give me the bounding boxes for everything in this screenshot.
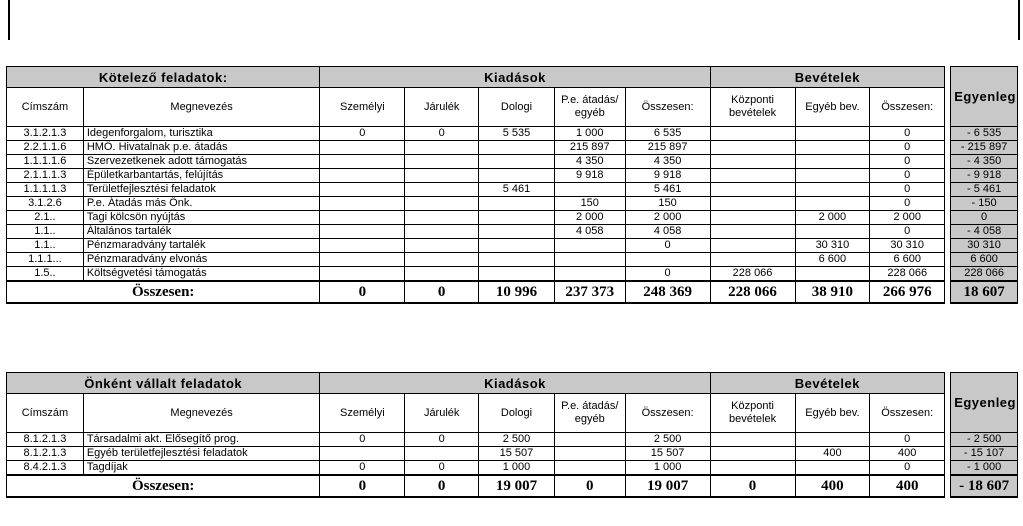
cell-kozponti xyxy=(710,141,795,155)
cell-jarulek: 0 xyxy=(405,433,479,447)
cell-egyeb xyxy=(795,183,870,197)
cell-egyeb: 400 xyxy=(795,447,870,461)
cell-cimszam: 1.1.1... xyxy=(7,253,84,267)
total-bev-osszesen: 400 xyxy=(870,475,945,497)
cell-egyeb xyxy=(795,225,870,239)
cell-pe: 1 000 xyxy=(554,127,625,141)
header-kozponti: Központi bevételek xyxy=(710,88,795,127)
total-egyenleg: - 18 607 xyxy=(951,475,1018,497)
cell-cimszam: 1.1.. xyxy=(7,225,84,239)
total-egyeb: 38 910 xyxy=(795,281,870,303)
table-body xyxy=(7,433,1018,476)
cell-pe: 150 xyxy=(554,197,625,211)
cell-megnevezes: Idegenforgalom, turisztika xyxy=(83,127,320,141)
cell-dologi xyxy=(479,169,555,183)
table-row xyxy=(7,225,1018,239)
total-kozponti: 0 xyxy=(710,475,795,497)
total-jarulek: 0 xyxy=(405,475,479,497)
cell-cimszam: 1.1.. xyxy=(7,239,84,253)
header-kozponti: Központi bevételek xyxy=(710,394,795,433)
total-jarulek: 0 xyxy=(405,281,479,303)
cell-egyenleg: - 5 461 xyxy=(951,183,1018,197)
cell-osszesen: 215 897 xyxy=(625,141,710,155)
cell-egyenleg: - 4 058 xyxy=(951,225,1018,239)
cell-dologi xyxy=(479,239,555,253)
cell-osszesen xyxy=(625,253,710,267)
table-row xyxy=(7,461,1018,476)
cell-egyeb xyxy=(795,197,870,211)
cell-cimszam: 3.1.2.1.3 xyxy=(7,127,84,141)
cell-kozponti xyxy=(710,211,795,225)
cell-cimszam: 2.1.. xyxy=(7,211,84,225)
cell-jarulek: 0 xyxy=(405,461,479,476)
cell-pe xyxy=(554,239,625,253)
cell-dologi: 5 461 xyxy=(479,183,555,197)
cell-megnevezes: Pénzmaradvány tartalék xyxy=(83,239,320,253)
cell-szemelyi xyxy=(320,253,405,267)
cell-dologi xyxy=(479,267,555,282)
total-osszesen: 19 007 xyxy=(625,475,710,497)
cell-cimszam: 2.1.1.1.3 xyxy=(7,169,84,183)
cell-bev-osszesen: 30 310 xyxy=(870,239,945,253)
cell-pe: 4 350 xyxy=(554,155,625,169)
cell-jarulek xyxy=(405,141,479,155)
table-row xyxy=(7,155,1018,169)
cell-megnevezes: Egyéb területfejlesztési feladatok xyxy=(83,447,320,461)
header-pe: P.e. átadás/ egyéb xyxy=(554,394,625,433)
header-egyenleg: Egyenleg xyxy=(951,67,1018,127)
cell-szemelyi: 0 xyxy=(320,461,405,476)
cell-megnevezes: Szervezetkenek adott támogatás xyxy=(83,155,320,169)
cell-kozponti xyxy=(710,197,795,211)
cell-kozponti xyxy=(710,183,795,197)
cell-megnevezes: Pénzmaradvány elvonás xyxy=(83,253,320,267)
cell-bev-osszesen: 6 600 xyxy=(870,253,945,267)
cell-egyeb xyxy=(795,155,870,169)
total-label: Összesen: xyxy=(7,475,320,497)
cell-cimszam: 8.4.2.1.3 xyxy=(7,461,84,476)
cell-kozponti xyxy=(710,447,795,461)
total-bev-osszesen: 266 976 xyxy=(870,281,945,303)
table-row xyxy=(7,253,1018,267)
cell-pe: 9 918 xyxy=(554,169,625,183)
top-right-vertical-line xyxy=(1018,0,1020,40)
cell-jarulek xyxy=(405,169,479,183)
header-jarulek: Járulék xyxy=(405,88,479,127)
cell-bev-osszesen: 0 xyxy=(870,127,945,141)
cell-bev-osszesen: 0 xyxy=(870,433,945,447)
cell-egyenleg: 30 310 xyxy=(951,239,1018,253)
cell-szemelyi xyxy=(320,169,405,183)
cell-egyenleg: - 9 918 xyxy=(951,169,1018,183)
table-row xyxy=(7,267,1018,282)
cell-jarulek xyxy=(405,267,479,282)
cell-pe: 215 897 xyxy=(554,141,625,155)
cell-bev-osszesen: 400 xyxy=(870,447,945,461)
total-pe: 237 373 xyxy=(554,281,625,303)
cell-osszesen: 0 xyxy=(625,267,710,282)
section-title: Önként vállalt feladatok xyxy=(7,373,320,394)
cell-bev-osszesen: 0 xyxy=(870,141,945,155)
header-egyeb: Egyéb bev. xyxy=(795,88,870,127)
group-bevetelek: Bevételek xyxy=(710,67,945,88)
table-body xyxy=(7,127,1018,282)
cell-osszesen: 6 535 xyxy=(625,127,710,141)
cell-egyenleg: - 150 xyxy=(951,197,1018,211)
cell-cimszam: 1.5.. xyxy=(7,267,84,282)
cell-egyeb: 6 600 xyxy=(795,253,870,267)
total-label: Összesen: xyxy=(7,281,320,303)
cell-egyeb xyxy=(795,267,870,282)
cell-osszesen: 15 507 xyxy=(625,447,710,461)
header-cimszam: Címszám xyxy=(7,394,84,433)
cell-egyenleg: - 1 000 xyxy=(951,461,1018,476)
cell-dologi xyxy=(479,141,555,155)
table-row xyxy=(7,141,1018,155)
header-osszesen: Összesen: xyxy=(625,394,710,433)
cell-kozponti xyxy=(710,225,795,239)
cell-szemelyi xyxy=(320,183,405,197)
cell-kozponti xyxy=(710,169,795,183)
cell-egyeb: 30 310 xyxy=(795,239,870,253)
total-szemelyi: 0 xyxy=(320,281,405,303)
cell-egyenleg: 0 xyxy=(951,211,1018,225)
cell-cimszam: 1.1.1.1.6 xyxy=(7,155,84,169)
header-bev-osszesen: Összesen: xyxy=(870,394,945,433)
cell-bev-osszesen: 0 xyxy=(870,461,945,476)
total-dologi: 19 007 xyxy=(479,475,555,497)
table-row xyxy=(7,211,1018,225)
cell-dologi: 2 500 xyxy=(479,433,555,447)
cell-szemelyi xyxy=(320,267,405,282)
cell-egyeb xyxy=(795,461,870,476)
table-row xyxy=(7,169,1018,183)
cell-cimszam: 8.1.2.1.3 xyxy=(7,447,84,461)
header-egyeb: Egyéb bev. xyxy=(795,394,870,433)
mandatory-tasks-table xyxy=(6,66,1018,304)
cell-bev-osszesen: 0 xyxy=(870,169,945,183)
cell-kozponti xyxy=(710,239,795,253)
cell-szemelyi: 0 xyxy=(320,127,405,141)
group-header-row xyxy=(7,373,1018,394)
group-kiadasok: Kiadások xyxy=(320,67,710,88)
cell-megnevezes: HMÖ. Hivatalnak p.e. átadás xyxy=(83,141,320,155)
table-row xyxy=(7,183,1018,197)
cell-kozponti xyxy=(710,127,795,141)
cell-cimszam: 8.1.2.1.3 xyxy=(7,433,84,447)
voluntary-tasks-table xyxy=(6,372,1018,498)
cell-szemelyi xyxy=(320,155,405,169)
cell-kozponti xyxy=(710,253,795,267)
cell-bev-osszesen: 0 xyxy=(870,225,945,239)
cell-egyenleg: 228 066 xyxy=(951,267,1018,282)
table-row xyxy=(7,127,1018,141)
cell-cimszam: 1.1.1.1.3 xyxy=(7,183,84,197)
total-kozponti: 228 066 xyxy=(710,281,795,303)
total-egyeb: 400 xyxy=(795,475,870,497)
cell-dologi: 5 535 xyxy=(479,127,555,141)
total-dologi: 10 996 xyxy=(479,281,555,303)
cell-jarulek xyxy=(405,211,479,225)
total-osszesen: 248 369 xyxy=(625,281,710,303)
cell-jarulek xyxy=(405,239,479,253)
cell-szemelyi xyxy=(320,197,405,211)
cell-osszesen: 4 350 xyxy=(625,155,710,169)
cell-szemelyi xyxy=(320,239,405,253)
cell-osszesen: 1 000 xyxy=(625,461,710,476)
cell-jarulek xyxy=(405,225,479,239)
cell-egyeb xyxy=(795,433,870,447)
cell-egyeb: 2 000 xyxy=(795,211,870,225)
cell-egyenleg: - 215 897 xyxy=(951,141,1018,155)
table-row xyxy=(7,239,1018,253)
cell-kozponti: 228 066 xyxy=(710,267,795,282)
cell-pe xyxy=(554,433,625,447)
header-szemelyi: Személyi xyxy=(320,394,405,433)
cell-szemelyi: 0 xyxy=(320,433,405,447)
cell-osszesen: 0 xyxy=(625,239,710,253)
cell-egyeb xyxy=(795,169,870,183)
cell-bev-osszesen: 2 000 xyxy=(870,211,945,225)
cell-cimszam: 2.2.1.1.6 xyxy=(7,141,84,155)
cell-cimszam: 3.1.2.6 xyxy=(7,197,84,211)
cell-dologi xyxy=(479,197,555,211)
cell-pe xyxy=(554,447,625,461)
cell-dologi xyxy=(479,253,555,267)
cell-bev-osszesen: 0 xyxy=(870,155,945,169)
column-header-row xyxy=(7,394,1018,433)
cell-egyenleg: - 4 350 xyxy=(951,155,1018,169)
cell-egyenleg: - 6 535 xyxy=(951,127,1018,141)
cell-jarulek xyxy=(405,253,479,267)
header-egyenleg: Egyenleg xyxy=(951,373,1018,433)
column-header-row xyxy=(7,88,1018,127)
cell-megnevezes: Általános tartalék xyxy=(83,225,320,239)
group-bevetelek: Bevételek xyxy=(710,373,945,394)
cell-dologi xyxy=(479,225,555,239)
cell-egyenleg: - 15 107 xyxy=(951,447,1018,461)
cell-dologi: 1 000 xyxy=(479,461,555,476)
table-row xyxy=(7,433,1018,447)
cell-kozponti xyxy=(710,461,795,476)
cell-osszesen: 5 461 xyxy=(625,183,710,197)
cell-jarulek xyxy=(405,183,479,197)
cell-jarulek xyxy=(405,155,479,169)
group-header-row xyxy=(7,67,1018,88)
cell-bev-osszesen: 228 066 xyxy=(870,267,945,282)
header-dologi: Dologi xyxy=(479,88,555,127)
section-title: Kötelező feladatok: xyxy=(7,67,320,88)
header-bev-osszesen: Összesen: xyxy=(870,88,945,127)
cell-megnevezes: Költségvetési támogatás xyxy=(83,267,320,282)
total-szemelyi: 0 xyxy=(320,475,405,497)
cell-dologi: 15 507 xyxy=(479,447,555,461)
total-row xyxy=(7,475,1018,497)
cell-egyenleg: 6 600 xyxy=(951,253,1018,267)
cell-jarulek: 0 xyxy=(405,127,479,141)
cell-szemelyi xyxy=(320,225,405,239)
cell-egyenleg: - 2 500 xyxy=(951,433,1018,447)
header-cimszam: Címszám xyxy=(7,88,84,127)
header-szemelyi: Személyi xyxy=(320,88,405,127)
cell-megnevezes: Tagi kölcsön nyújtás xyxy=(83,211,320,225)
cell-bev-osszesen: 0 xyxy=(870,183,945,197)
cell-szemelyi xyxy=(320,141,405,155)
cell-osszesen: 4 058 xyxy=(625,225,710,239)
header-dologi: Dologi xyxy=(479,394,555,433)
cell-bev-osszesen: 0 xyxy=(870,197,945,211)
cell-osszesen: 9 918 xyxy=(625,169,710,183)
group-kiadasok: Kiadások xyxy=(320,373,710,394)
header-megnevezes: Megnevezés xyxy=(83,88,320,127)
header-megnevezes: Megnevezés xyxy=(83,394,320,433)
cell-egyeb xyxy=(795,141,870,155)
cell-pe xyxy=(554,461,625,476)
total-pe: 0 xyxy=(554,475,625,497)
cell-osszesen: 2 500 xyxy=(625,433,710,447)
cell-dologi xyxy=(479,155,555,169)
cell-osszesen: 2 000 xyxy=(625,211,710,225)
cell-megnevezes: Tagdíjak xyxy=(83,461,320,476)
top-left-vertical-line xyxy=(8,0,10,40)
header-pe: P.e. átadás/ egyéb xyxy=(554,88,625,127)
cell-szemelyi xyxy=(320,447,405,461)
cell-megnevezes: P.e. Átadás más Önk. xyxy=(83,197,320,211)
total-row xyxy=(7,281,1018,303)
cell-jarulek xyxy=(405,447,479,461)
header-jarulek: Járulék xyxy=(405,394,479,433)
total-egyenleg: 18 607 xyxy=(951,281,1018,303)
cell-egyeb xyxy=(795,127,870,141)
table-row xyxy=(7,447,1018,461)
cell-szemelyi xyxy=(320,211,405,225)
cell-megnevezes: Épületkarbantartás, felújítás xyxy=(83,169,320,183)
cell-osszesen: 150 xyxy=(625,197,710,211)
cell-dologi xyxy=(479,211,555,225)
table-row xyxy=(7,197,1018,211)
cell-kozponti xyxy=(710,155,795,169)
cell-pe xyxy=(554,253,625,267)
cell-pe: 2 000 xyxy=(554,211,625,225)
cell-megnevezes: Területfejlesztési feladatok xyxy=(83,183,320,197)
cell-pe xyxy=(554,183,625,197)
cell-pe: 4 058 xyxy=(554,225,625,239)
cell-pe xyxy=(554,267,625,282)
cell-jarulek xyxy=(405,197,479,211)
cell-kozponti xyxy=(710,433,795,447)
cell-megnevezes: Társadalmi akt. Elősegítő prog. xyxy=(83,433,320,447)
header-osszesen: Összesen: xyxy=(625,88,710,127)
